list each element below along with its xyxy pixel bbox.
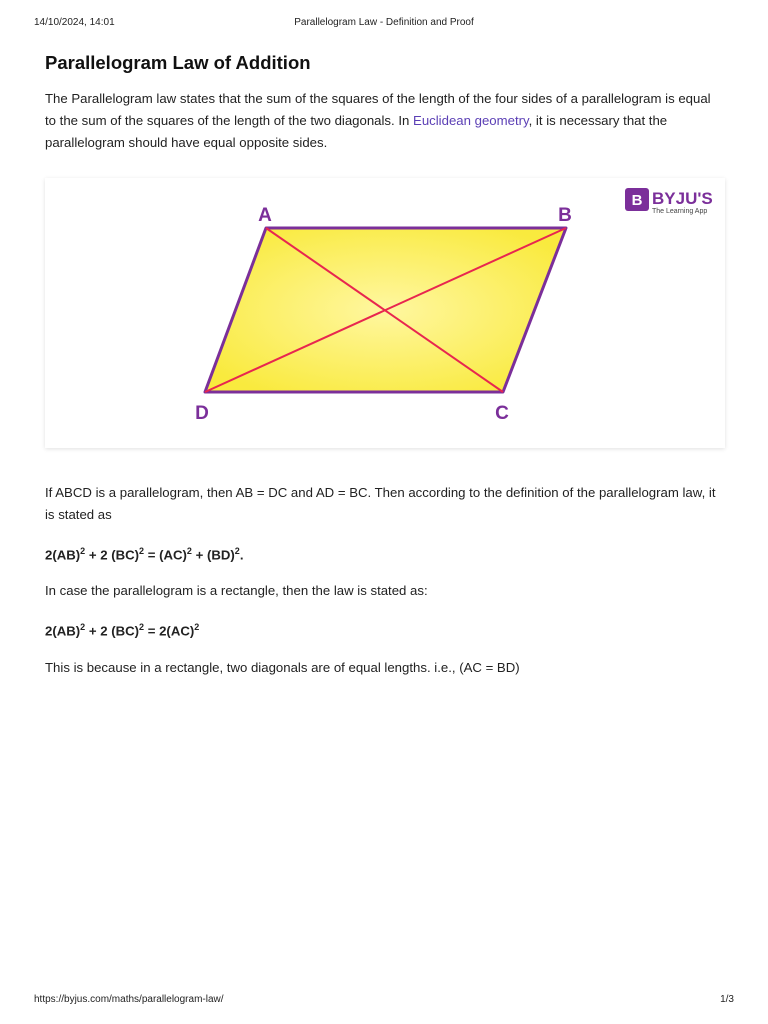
formula1-term-bd: + (BD) [191,547,235,563]
vertex-label-c: C [495,403,509,424]
formula2-term-ab: 2(AB) [45,623,81,639]
rectangle-paragraph: In case the parallelogram is a rectangle, then the law is stated as: [45,583,428,599]
intro-text-start: The Parallelogram law states that the sum of the squares of the length of the four sides of a parallelogram is equal to the sum of the squares of the length of the two diagonals. In [45,91,711,128]
formula1-term-ab: 2(AB) [45,547,81,563]
intro-text-end: , it is necessary that the parallelogram should have equal opposite sides. [45,113,668,150]
formula1-period: . [239,547,244,563]
parallelogram-law-formula [45,540,725,566]
article-heading: Parallelogram Law of Addition [45,52,311,73]
formula1-exp-3: 2 [186,546,192,556]
print-datetime: 14/10/2024, 14:01 [34,17,115,28]
byjus-logo [625,188,713,215]
formula2-exp-3: 2 [194,622,200,633]
print-footer [34,994,734,1008]
vertex-label-d: D [195,403,209,424]
parallelogram-diagram [45,178,725,448]
print-header [34,17,734,31]
byjus-logo-brand: BYJU'S [652,189,713,208]
formula1-exp-4: 2 [234,546,240,556]
formula1-exp-2: 2 [139,546,145,556]
formula1-term-bc: + 2 (BC) [85,547,140,563]
print-url: https://byjus.com/maths/parallelogram-law/ [34,994,224,1005]
formula1-exp-1: 2 [80,546,86,556]
byjus-logo-tagline: The Learning App [652,208,708,215]
article-content [45,52,725,679]
rectangle-law-formula [45,616,725,642]
formula2-exp-1: 2 [80,622,86,633]
formula1-term-ac: = (AC) [144,547,187,563]
abcd-paragraph: If ABCD is a parallelogram, then AB = DC and AD = BC. Then according to the definition of the parallelogram law, it is stated as [45,485,716,522]
vertex-label-a: A [258,205,272,226]
vertex-label-b: B [558,205,572,226]
formula2-term-ac: = 2(AC) [144,623,195,639]
rectangle-reason-paragraph: This is because in a rectangle, two diagonals are of equal lengths. i.e., (AC = BD) [45,659,520,675]
formula2-term-bc: + 2 (BC) [85,623,140,639]
euclidean-geometry-link[interactable]: Euclidean geometry [413,113,529,128]
print-page-title: Parallelogram Law - Definition and Proof [294,17,474,28]
parallelogram-figure [45,178,725,448]
print-page-number: 1/3 [720,994,734,1005]
byjus-logo-icon-letter: B [631,192,643,209]
intro-paragraph [45,88,725,154]
formula2-exp-2: 2 [139,622,145,633]
